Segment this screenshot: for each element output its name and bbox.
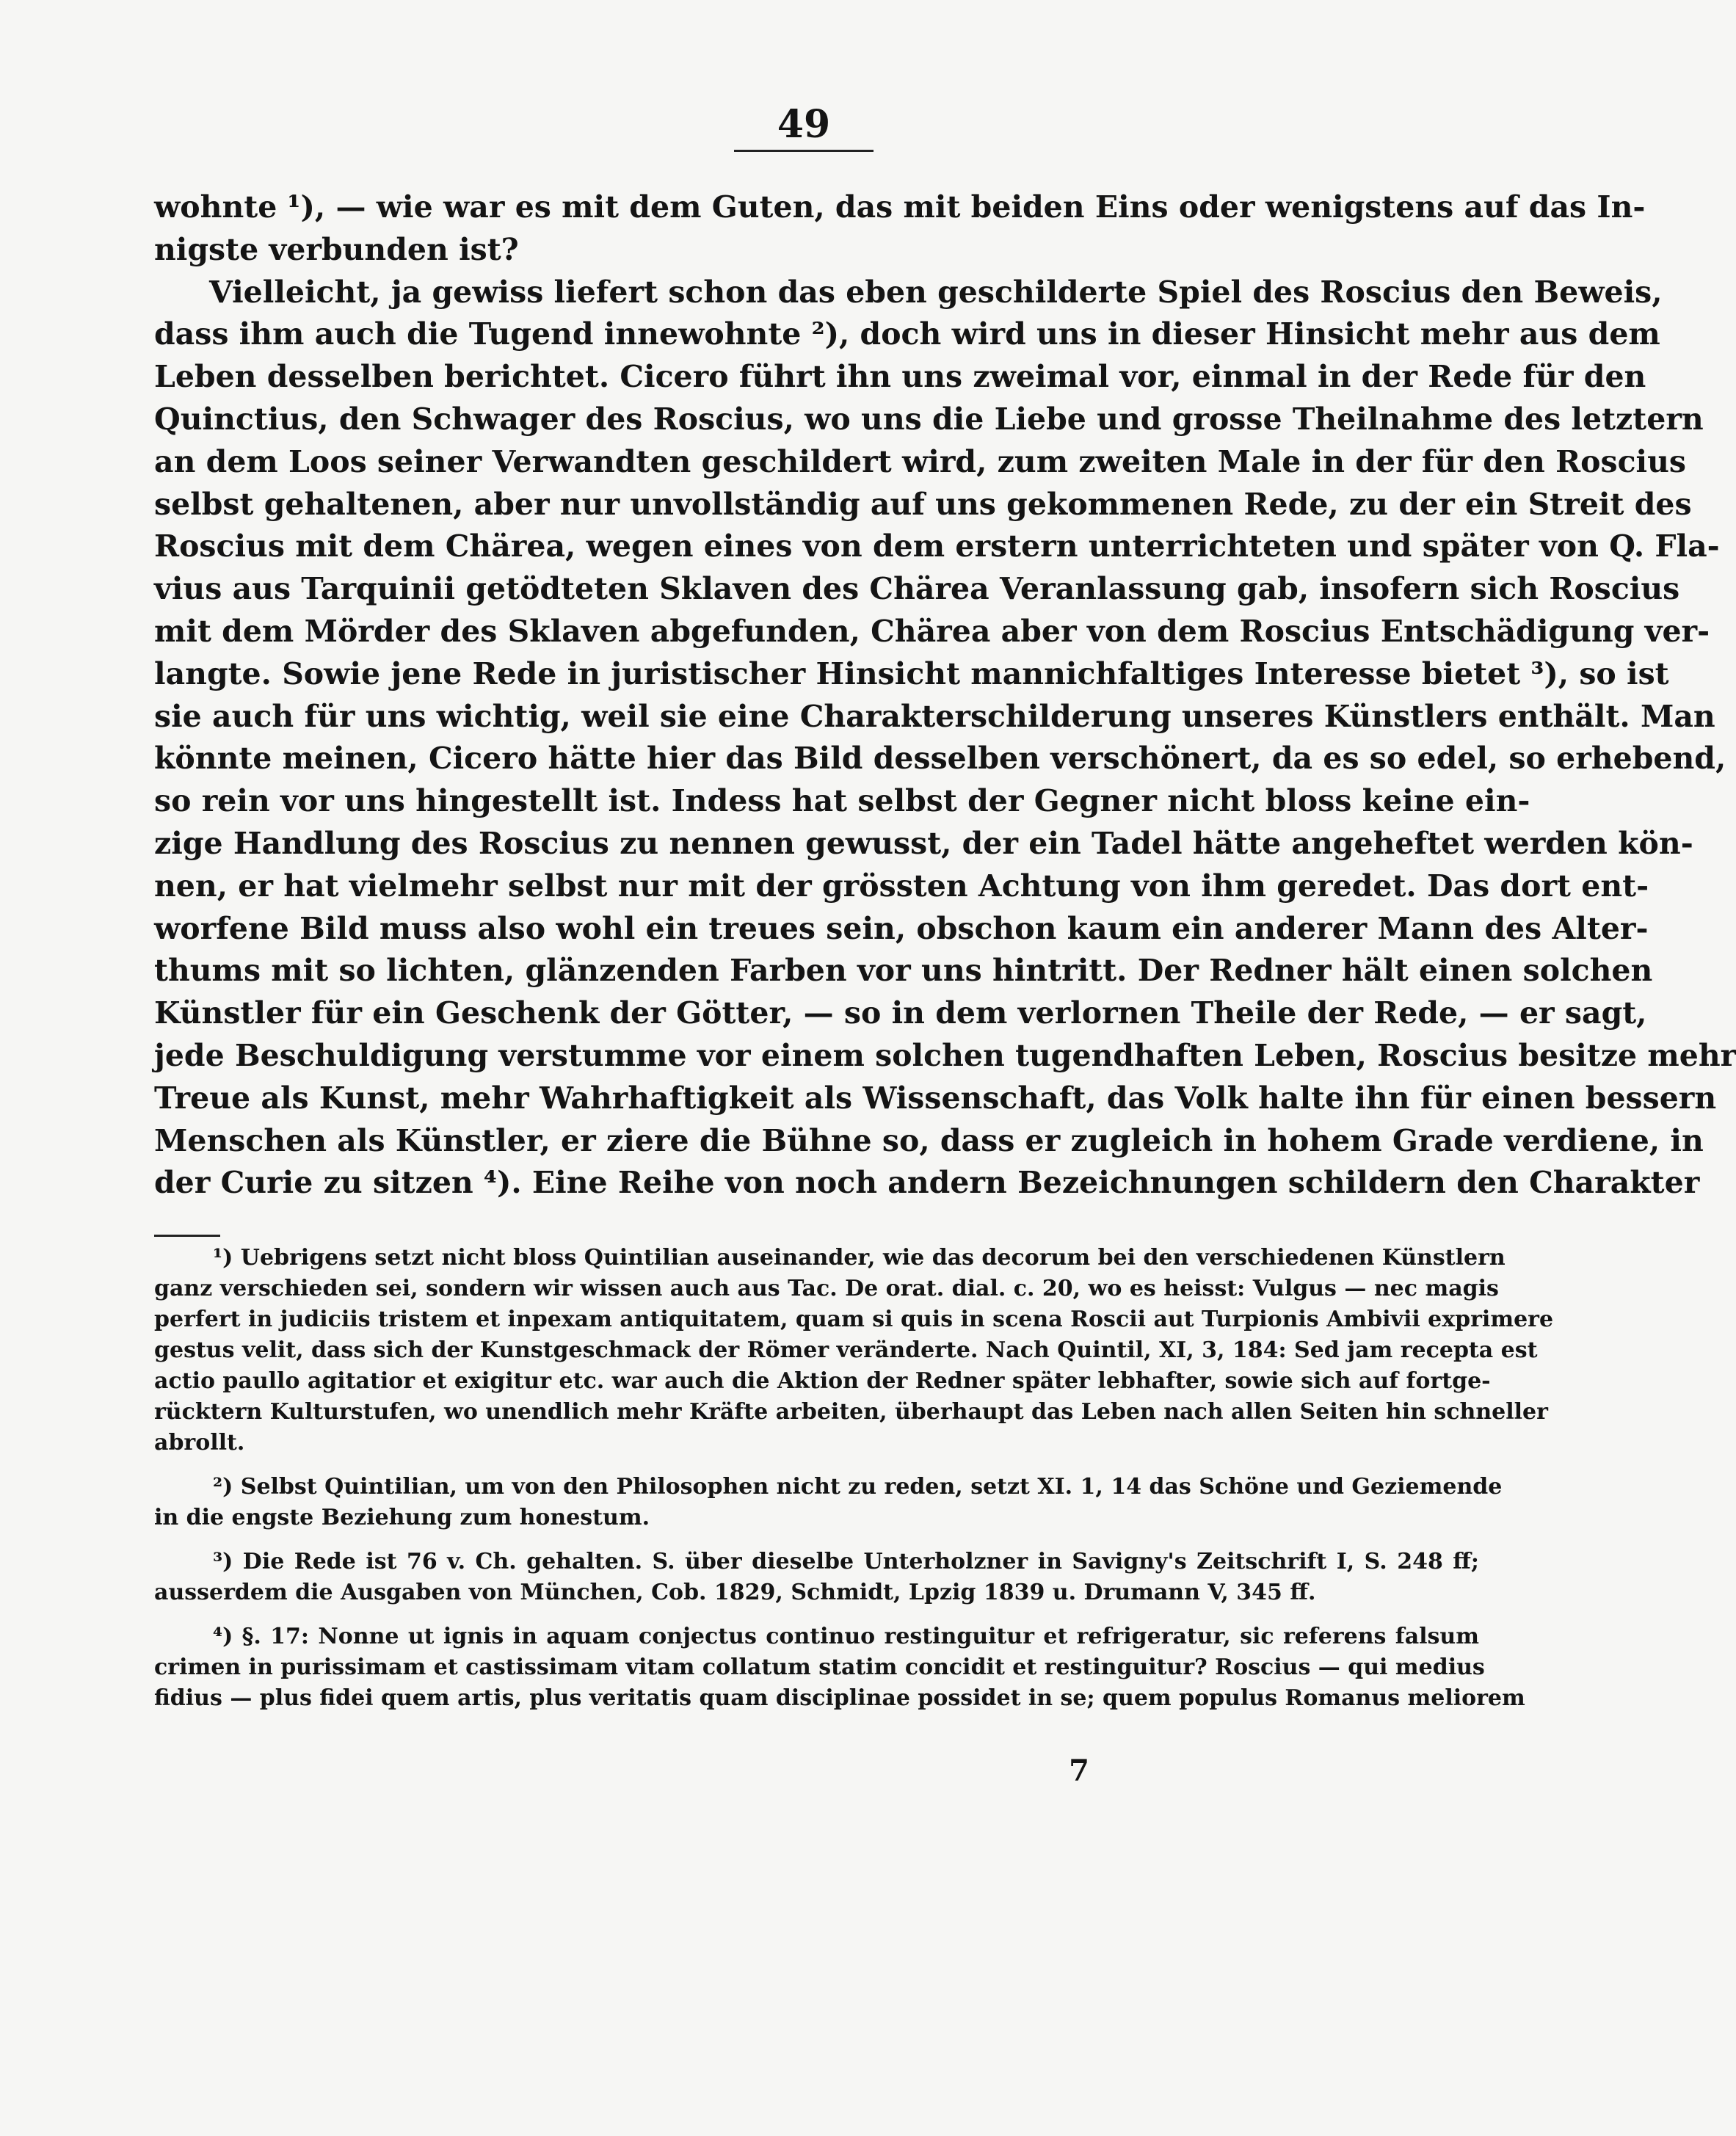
text-line: so rein vor uns hingestellt ist. Indess hat selbst der Gegner nicht bloss keine ein- [154, 783, 1530, 819]
text-line: vius aus Tarquinii getödteten Sklaven des Chärea Veranlassung gab, insofern sich Roscius [154, 571, 1680, 607]
footnote-line: ²) Selbst Quintilian, um von den Philosophen nicht zu reden, setzt XI. 1, 14 das Schöne und Geziemende [213, 1474, 1503, 1500]
text-line: Leben desselben berichtet. Cicero führt ihn uns zweimal vor, einmal in der Rede für den [154, 359, 1646, 395]
text-line: Menschen als Künstler, er ziere die Bühne so, dass er zugleich in hohem Grade verdiene, in [154, 1122, 1704, 1158]
footnote-line: ¹) Uebrigens setzt nicht bloss Quintilian auseinander, wie das decorum bei den verschiedenen Künstlern [213, 1245, 1506, 1271]
text-line: Treue als Kunst, mehr Wahrhaftigkeit als Wissenschaft, das Volk halte ihn für einen bessern [154, 1080, 1717, 1116]
footnote-line: in die engste Beziehung zum honestum. [154, 1505, 650, 1530]
text-line: selbst gehaltenen, aber nur unvollständig auf uns gekommenen Rede, zu der ein Streit des [154, 486, 1692, 522]
footnote-line: fidius — plus fidei quem artis, plus veritatis quam disciplinae possidet in se; quem populus Romanus meliorem [154, 1685, 1525, 1711]
text-line: worfene Bild muss also wohl ein treues sein, obschon kaum ein anderer Mann des Alter- [154, 910, 1649, 946]
text-line: sie auch für uns wichtig, weil sie eine Charakterschilderung unseres Künstlers enthält. Man [154, 698, 1715, 734]
footnote-gap [154, 1608, 1479, 1621]
text-line: nen, er hat vielmehr selbst nur mit der grössten Achtung von ihm geredet. Das dort ent- [154, 868, 1649, 904]
text-line: zige Handlung des Roscius zu nennen gewusst, der ein Tadel hätte angeheftet werden kön- [154, 825, 1693, 861]
footnote-line: gestus velit, dass sich der Kunstgeschmack der Römer veränderte. Nach Quintil, XI, 3, 184: Sed jam recepta est [154, 1337, 1538, 1363]
text-line: dass ihm auch die Tugend innewohnte ²), doch wird uns in dieser Hinsicht mehr aus dem [154, 316, 1660, 352]
text-line: wohnte ¹), — wie war es mit dem Guten, das mit beiden Eins oder wenigstens auf das In- [154, 189, 1646, 225]
footnote-line: actio paullo agitatior et exigitur etc. war auch die Aktion der Redner später lebhafter, sowie sich auf fortge- [154, 1368, 1491, 1394]
text-line: Künstler für ein Geschenk der Götter, — so in dem verlornen Theile der Rede, — er sagt, [154, 995, 1647, 1031]
footnote-line: ausserdem die Ausgaben von München, Cob. 1829, Schmidt, Lpzig 1839 u. Drumann V, 345 ff. [154, 1580, 1316, 1605]
text-line: Roscius mit dem Chärea, wegen eines von dem erstern unterrichteten und später von Q. Fla- [154, 528, 1720, 564]
signature-mark: 7 [1069, 1754, 1089, 1788]
footnote-line: ⁴) §. 17: Nonne ut ignis in aquam conjectus continuo restinguitur et refrigeratur, sic referens falsum [213, 1624, 1479, 1649]
text-line: langte. Sowie jene Rede in juristischer Hinsicht mannichfaltiges Interesse bietet ³), so ist [154, 655, 1669, 691]
text-line: könnte meinen, Cicero hätte hier das Bild desselben verschönert, da es so edel, so erhebend, [154, 741, 1726, 777]
text-line: jede Beschuldigung verstumme vor einem solchen tugendhaften Leben, Roscius besitze mehr [154, 1037, 1736, 1073]
footnote-line: ganz verschieden sei, sondern wir wissen auch aus Tac. De orat. dial. c. 20, wo es heisst: Vulgus — nec magis [154, 1276, 1499, 1301]
footnote-line: abrollt. [154, 1430, 245, 1456]
footnote-line: perfert in judiciis tristem et inpexam antiquitatem, quam si quis in scena Roscii aut Turpionis Ambivii exprimere [154, 1307, 1554, 1332]
main-text [154, 186, 1736, 1205]
text-line: mit dem Mörder des Sklaven abgefunden, Chärea aber von dem Roscius Entschädigung ver- [154, 613, 1710, 649]
text-line: der Curie zu sitzen ⁴). Eine Reihe von noch andern Bezeichnungen schildern den Charakter [154, 1165, 1700, 1201]
footnote-line: rücktern Kulturstufen, wo unendlich mehr Kräfte arbeiten, überhaupt das Leben nach allen Seiten hin schneller [154, 1399, 1548, 1425]
footnote-line: ³) Die Rede ist 76 v. Ch. gehalten. S. über dieselbe Unterholzner in Savigny's Zeitschrift I, S. 248 ff; [213, 1549, 1479, 1574]
text-line: Quinctius, den Schwager des Roscius, wo uns die Liebe und grosse Theilnahme des letztern [154, 401, 1704, 437]
text-line: Vielleicht, ja gewiss liefert schon das eben geschilderte Spiel des Roscius den Beweis, [209, 274, 1663, 310]
footnote-gap [154, 1533, 1479, 1547]
footnote-separator [154, 1235, 220, 1237]
text-line: an dem Loos seiner Verwandten geschildert wird, zum zweiten Male in der für den Roscius [154, 443, 1686, 479]
footnotes [154, 1243, 1554, 1714]
page-number: 49 [777, 102, 831, 147]
text-line: nigste verbunden ist? [154, 231, 519, 267]
footnote-line: crimen in purissimam et castissimam vitam collatum statim concidit et restinguitur? Roscius — qui medius [154, 1654, 1485, 1680]
page-number-rule [734, 150, 874, 152]
text-line: thums mit so lichten, glänzenden Farben vor uns hintritt. Der Redner hält einen solchen [154, 953, 1653, 989]
footnote-gap [154, 1458, 1479, 1472]
